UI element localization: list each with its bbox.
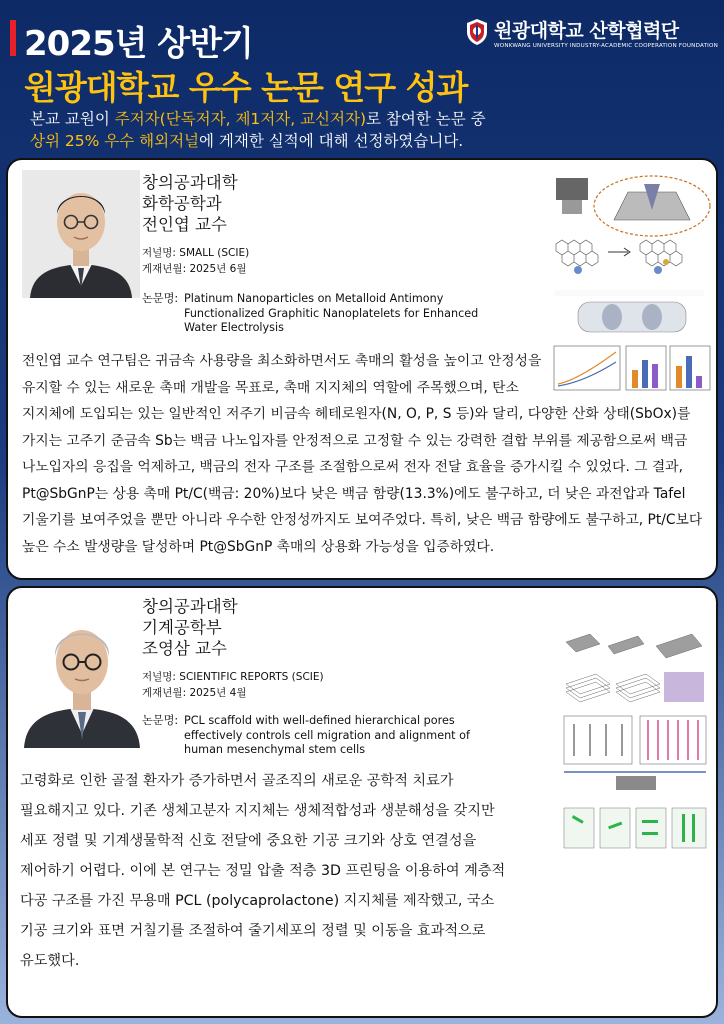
logo-subtitle: WONKWANG UNIVERSITY INDUSTRY-ACADEMIC COOPERATION FOUNDATION [494, 43, 719, 49]
paper-title: PCL scaffold with well-defined hierarchical pores effectively controls cell migration and alignment of human mesenchymal stem cells [184, 714, 470, 756]
summary-line: 세포 정렬 및 기계생물학적 신호 전달에 중요한 기공 크기와 상호 연결성을 [20, 833, 477, 849]
paper-card-1 [6, 158, 718, 580]
professor-photo [22, 170, 140, 298]
publish-date: 게재년월: 2025년 6월 [142, 263, 247, 275]
journal-name: 저널명: SCIENTIFIC REPORTS (SCIE) [142, 671, 324, 683]
intro-text: 본교 교원이 주저자(단독저자, 제1저자, 교신저자)로 참여한 논문 중 상위 25% 우수 해외저널에 게재한 실적에 대해 선정하였습니다. [30, 110, 486, 150]
college-name: 창의공과대학 [142, 597, 238, 616]
summary-line: 유도했다. [20, 953, 80, 969]
professor-name: 전인엽 교수 [142, 215, 227, 234]
professor-info [142, 172, 249, 277]
summary-line: 고령화로 인한 골절 환자가 증가하면서 골조직의 새로운 공학적 치료가 [20, 773, 454, 789]
title-accent-bar [10, 20, 16, 56]
paper-title-block [142, 292, 512, 340]
paper-summary [20, 766, 554, 976]
paper-card-2 [6, 586, 718, 1018]
summary-line: 다공 구조를 가진 무용매 PCL (polycaprolactone) 지지체를 제작했고, 국소 [20, 893, 495, 909]
university-emblem-icon [466, 18, 488, 46]
university-logo [466, 14, 719, 58]
page-title-line1: 2025년 상반기 [24, 24, 253, 64]
header [0, 0, 724, 160]
paper-title-block [142, 714, 512, 762]
paper-title: Platinum Nanoparticles on Metalloid Antimony Functionalized Graphitic Nanoplatelets for Enhanced Water Electrolysis [184, 292, 479, 334]
professor-name: 조영삼 교수 [142, 639, 227, 658]
summary-line: 나노입자의 응집을 억제하고, 백금의 전자 구조를 조절함으로써 전자 전달 효율을 증가시킬 수 있었다. 그 결과, [22, 459, 683, 475]
college-name: 창의공과대학 [142, 173, 238, 192]
page-title-line2: 원광대학교 우수 논문 연구 성과 [24, 68, 468, 107]
paper-title-label: 논문명: [142, 292, 179, 305]
logo-name: 원광대학교 산학협력단 [494, 20, 679, 42]
summary-line: 전인엽 교수 연구팀은 귀금속 사용량을 최소화하면서도 촉매의 활성을 높이고 안정성을 [22, 353, 542, 369]
summary-line: Pt@SbGnP는 상용 촉매 Pt/C(백금: 20%)보다 낮은 백금 함량(13.3%)에도 불구하고, 더 낮은 과전압과 Tafel [22, 485, 686, 502]
summary-line: 기울기를 보여주었을 뿐만 아니라 우수한 안정성까지도 보여주었다. 특히, 낮은 백금 함량에도 불구하고, Pt/C보다 [22, 512, 703, 528]
summary-line: 가지는 고주기 준금속 Sb는 백금 나노입자를 안정적으로 고정할 수 있는 강력한 결합 부위를 제공함으로써 백금 [22, 432, 688, 449]
journal-name: 저널명: SMALL (SCIE) [142, 247, 250, 259]
department-name: 기계공학부 [142, 618, 222, 637]
paper-title-label: 논문명: [142, 714, 179, 727]
professor-photo [20, 602, 144, 748]
paper-summary [22, 348, 712, 560]
summary-line: 필요해지고 있다. 기존 생체고분자 지지체는 생체적합성과 생분해성을 갖지만 [20, 803, 495, 819]
professor-info [142, 596, 324, 701]
summary-line: 높은 수소 발생량을 달성하며 Pt@SbGnP 촉매의 상용화 가능성을 입증하였다. [22, 538, 495, 555]
summary-line: 기공 크기와 표면 거칠기를 조절하여 줄기세포의 정렬 및 이동을 효과적으로 [20, 923, 486, 939]
summary-line: 유지할 수 있는 새로운 촉매 개발을 목표로, 촉매 지지체의 역할에 주목했으며, 탄소 [22, 379, 519, 396]
summary-line: 지지체에 도입되는 있는 일반적인 저주기 비금속 헤테로원자(N, O, P, S 등)와 달리, 다양한 산화 상태(SbOx)를 [22, 406, 691, 422]
publish-date: 게재년월: 2025년 4월 [142, 687, 247, 699]
summary-line: 제어하기 어렵다. 이에 본 연구는 정밀 압출 적층 3D 프린팅을 이용하여 계층적 [20, 863, 506, 879]
department-name: 화학공학과 [142, 194, 222, 213]
research-figure [560, 624, 710, 856]
